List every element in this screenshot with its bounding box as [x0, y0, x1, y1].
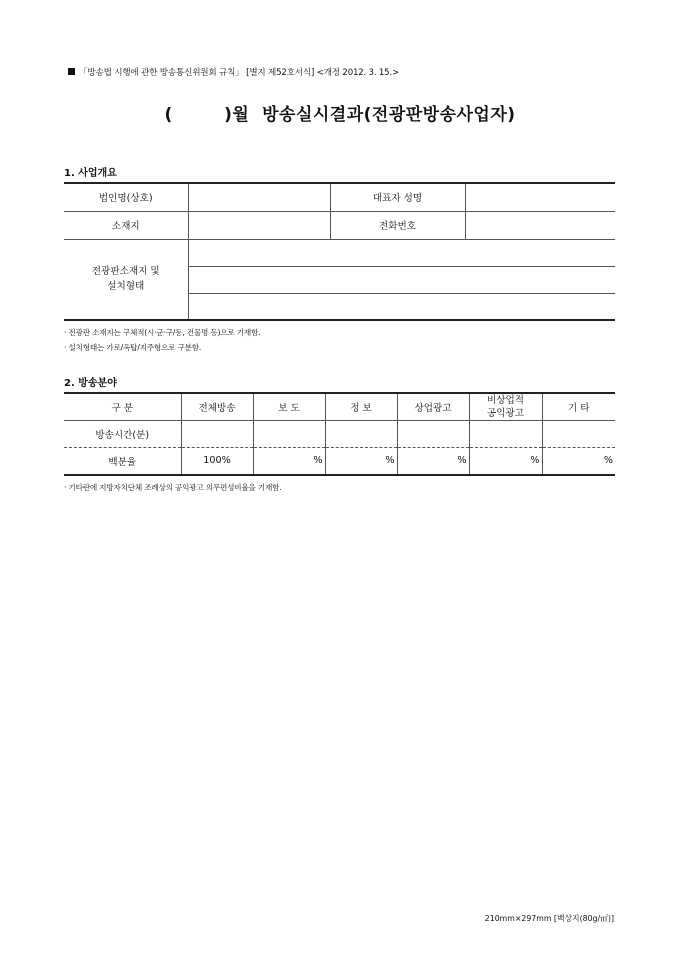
section1-note-1: · 전광판 소재지는 구체적(시·군·구/동, 건물명 등)으로 기재함. [64, 328, 261, 337]
phone-label: 전화번호 [330, 211, 465, 239]
percentage-label: 백분율 [64, 448, 181, 475]
other-percent-field[interactable]: % [542, 448, 615, 475]
corp-name-field[interactable] [188, 183, 330, 211]
table-row [64, 448, 615, 475]
total-time-field[interactable] [181, 421, 253, 448]
info-time-field[interactable] [325, 421, 397, 448]
billboard-location-label-line1: 전광판소재지 및 [91, 266, 160, 278]
commercial-time-field[interactable] [397, 421, 469, 448]
info-percent-field[interactable]: % [325, 448, 397, 475]
square-bullet-icon [68, 68, 75, 75]
noncommercial-header [469, 393, 542, 421]
section2-note-1: · 기타란에 지방자치단체 조례상의 공익광고 의무편성비율을 기재함. [64, 483, 282, 492]
noncommercial-header-line2: 공익광고 [486, 408, 525, 419]
news-percent-field[interactable]: % [253, 448, 325, 475]
section1-title: 1. 사업개요 [64, 168, 117, 179]
address-field[interactable] [188, 211, 330, 239]
broadcast-time-label: 방송시간(분) [64, 421, 181, 448]
section1-note-2: · 설치형태는 가로/옥탑/지주형으로 구분함. [64, 343, 202, 352]
table-row [64, 183, 615, 211]
commercial-header: 상업광고 [397, 393, 469, 421]
table-row [64, 211, 615, 239]
ceo-name-field[interactable] [465, 183, 615, 211]
table-row [64, 421, 615, 448]
billboard-location-field-2[interactable] [188, 266, 615, 293]
other-time-field[interactable] [542, 421, 615, 448]
news-header: 보 도 [253, 393, 325, 421]
noncommercial-header-line1: 비상업적 [486, 395, 525, 406]
section2-title: 2. 방송분야 [64, 378, 117, 389]
total-header: 전체방송 [181, 393, 253, 421]
form-reference [68, 66, 399, 78]
noncommercial-time-field[interactable] [469, 421, 542, 448]
commercial-percent-field[interactable]: % [397, 448, 469, 475]
corp-name-label: 법인명(상호) [64, 183, 188, 211]
category-header: 구 분 [64, 393, 181, 421]
billboard-location-field-3[interactable] [188, 293, 615, 320]
noncommercial-percent-field[interactable]: % [469, 448, 542, 475]
address-label: 소재지 [64, 211, 188, 239]
form-reference-text: 「방송법 시행에 관한 방송통신위원회 규칙」 [별지 제52호서식] <개정 2012. 3. 15.> [79, 68, 399, 78]
phone-field[interactable] [465, 211, 615, 239]
page-title: ( )월 방송실시결과(전광판방송사업자) [164, 105, 516, 125]
other-header: 기 타 [542, 393, 615, 421]
broadcast-field-table [64, 392, 615, 476]
news-time-field[interactable] [253, 421, 325, 448]
info-header: 정 보 [325, 393, 397, 421]
ceo-name-label: 대표자 성명 [330, 183, 465, 211]
business-overview-table [64, 182, 615, 321]
table-header-row [64, 393, 615, 421]
billboard-location-label-line2: 설치형태 [107, 281, 145, 293]
paper-spec: 210mm×297mm [백상지(80g/㎡)] [484, 914, 614, 923]
total-percent-value: 100% [181, 448, 253, 475]
table-row [64, 239, 615, 266]
billboard-location-field-1[interactable] [188, 239, 615, 266]
billboard-location-label [64, 239, 188, 320]
